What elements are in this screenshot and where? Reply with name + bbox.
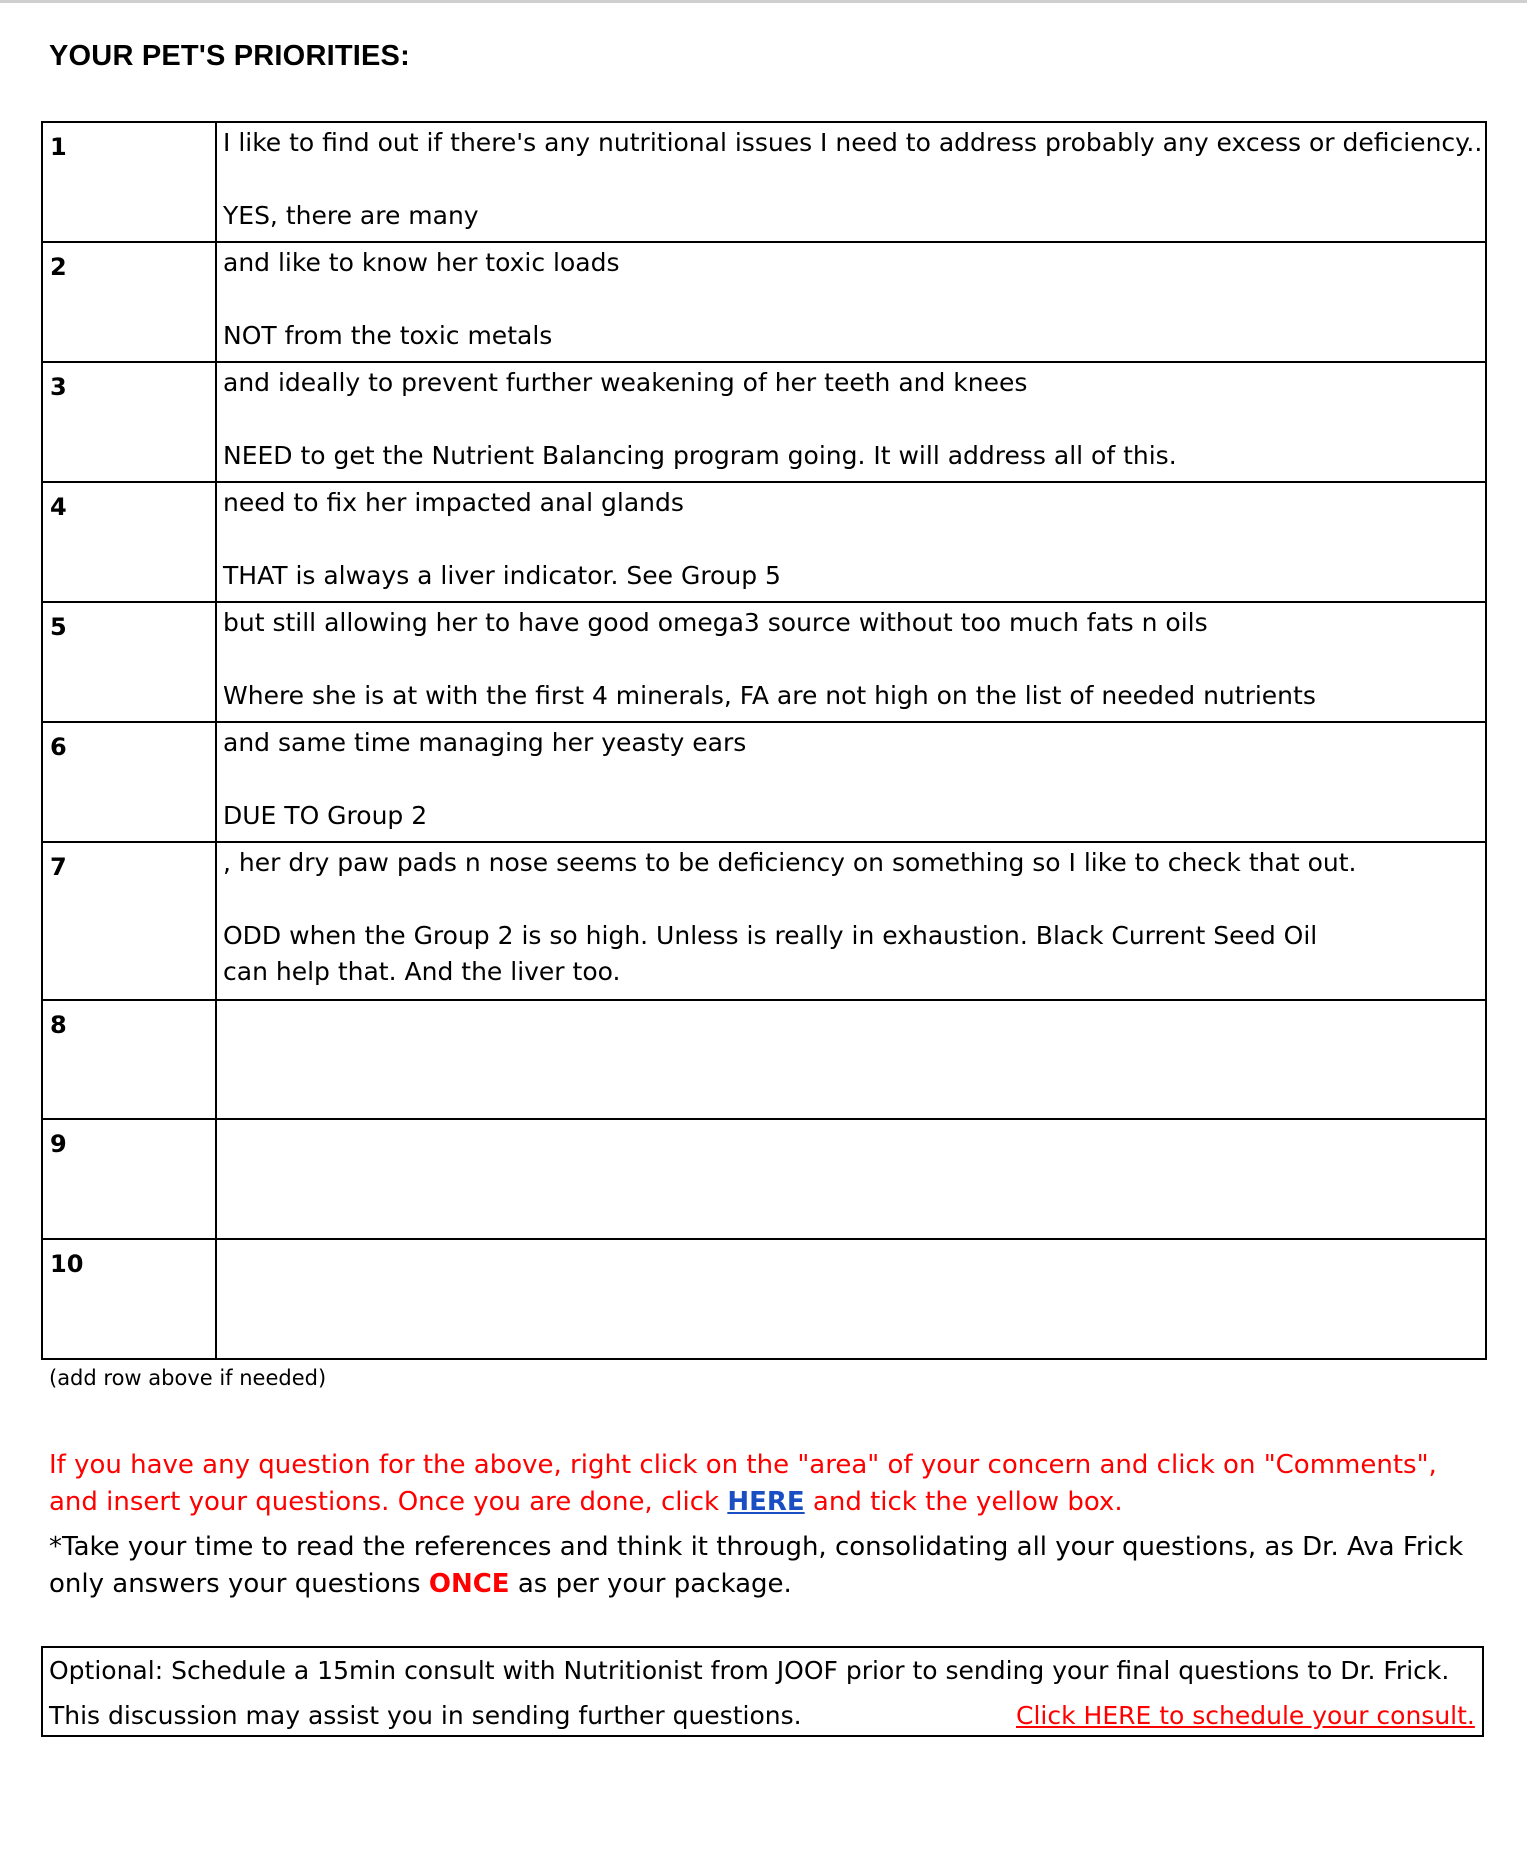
priority-concern: and ideally to prevent further weakening of her teeth and knees	[223, 368, 1028, 397]
comment-instructions	[49, 1447, 1489, 1521]
priority-cell[interactable]	[216, 842, 1486, 1000]
priorities-table	[41, 121, 1487, 1360]
instructions-text: If you have any question for the above, right click on the "area" of your concern and click on "Comments", and insert your questions. Once you are done, click	[49, 1450, 1437, 1517]
schedule-consult-link[interactable]: Click HERE to schedule your consult.	[1016, 1701, 1475, 1730]
consult-box	[41, 1646, 1484, 1737]
priority-answer: YES, there are many	[223, 201, 479, 230]
advice-paragraph	[49, 1529, 1489, 1603]
table-row	[42, 1000, 1486, 1119]
priority-concern: and like to know her toxic loads	[223, 248, 620, 277]
priority-number: 4	[42, 482, 216, 602]
table-row	[42, 1239, 1486, 1359]
advice-text-end: as per your package.	[509, 1569, 792, 1599]
priority-number: 5	[42, 602, 216, 722]
table-row	[42, 362, 1486, 482]
priority-concern: but still allowing her to have good omega3 source without too much fats n oils	[223, 608, 1208, 637]
priority-answer-line-1: ODD when the Group 2 is so high. Unless is really in exhaustion. Black Current Seed Oil	[223, 921, 1318, 950]
table-row	[42, 1119, 1486, 1239]
priority-answer: NEED to get the Nutrient Balancing program going. It will address all of this.	[223, 441, 1177, 470]
top-divider	[0, 0, 1527, 3]
consult-line-1: Optional: Schedule a 15min consult with Nutritionist from JOOF prior to sending your final questions to Dr. Frick.	[49, 1656, 1450, 1685]
table-row	[42, 722, 1486, 842]
priority-concern: , her dry paw pads n nose seems to be deficiency on something so I like to check that out.	[223, 848, 1357, 877]
table-row	[42, 122, 1486, 242]
priority-answer: THAT is always a liver indicator. See Group 5	[223, 561, 781, 590]
priority-cell[interactable]	[216, 482, 1486, 602]
priority-cell[interactable]	[216, 1239, 1486, 1359]
priority-cell[interactable]	[216, 722, 1486, 842]
priority-number: 10	[42, 1239, 216, 1359]
priority-cell[interactable]	[216, 1119, 1486, 1239]
priority-cell[interactable]	[216, 1000, 1486, 1119]
priority-cell[interactable]	[216, 362, 1486, 482]
instructions-text-end: and tick the yellow box.	[804, 1487, 1123, 1517]
priority-number: 1	[42, 122, 216, 242]
priority-answer-line-2: can help that. And the liver too.	[223, 957, 621, 986]
priority-number: 6	[42, 722, 216, 842]
priority-number: 2	[42, 242, 216, 362]
advice-text: *Take your time to read the references and think it through, consolidating all your questions, as Dr. Ava Frick only answers your questions	[49, 1532, 1464, 1599]
priority-answer: Where she is at with the first 4 minerals, FA are not high on the list of needed nutrients	[223, 681, 1316, 710]
priority-number: 7	[42, 842, 216, 1000]
consult-line-2: This discussion may assist you in sending further questions.	[49, 1701, 802, 1730]
once-emphasis: ONCE	[428, 1569, 510, 1599]
priority-answer: DUE TO Group 2	[223, 801, 428, 830]
priority-cell[interactable]	[216, 122, 1486, 242]
table-row	[42, 842, 1486, 1000]
priority-number: 9	[42, 1119, 216, 1239]
here-link[interactable]: HERE	[727, 1487, 805, 1517]
priority-answer: NOT from the toxic metals	[223, 321, 553, 350]
priority-concern: and same time managing her yeasty ears	[223, 728, 747, 757]
page-title: YOUR PET'S PRIORITIES:	[49, 40, 410, 72]
priority-number: 8	[42, 1000, 216, 1119]
priority-concern: need to fix her impacted anal glands	[223, 488, 684, 517]
priority-cell[interactable]	[216, 602, 1486, 722]
table-row	[42, 602, 1486, 722]
priority-concern: I like to find out if there's any nutritional issues I need to address probably any excess or deficiency..	[223, 128, 1483, 157]
priority-cell[interactable]	[216, 242, 1486, 362]
table-note: (add row above if needed)	[49, 1366, 327, 1390]
table-row	[42, 242, 1486, 362]
priority-number: 3	[42, 362, 216, 482]
table-row	[42, 482, 1486, 602]
